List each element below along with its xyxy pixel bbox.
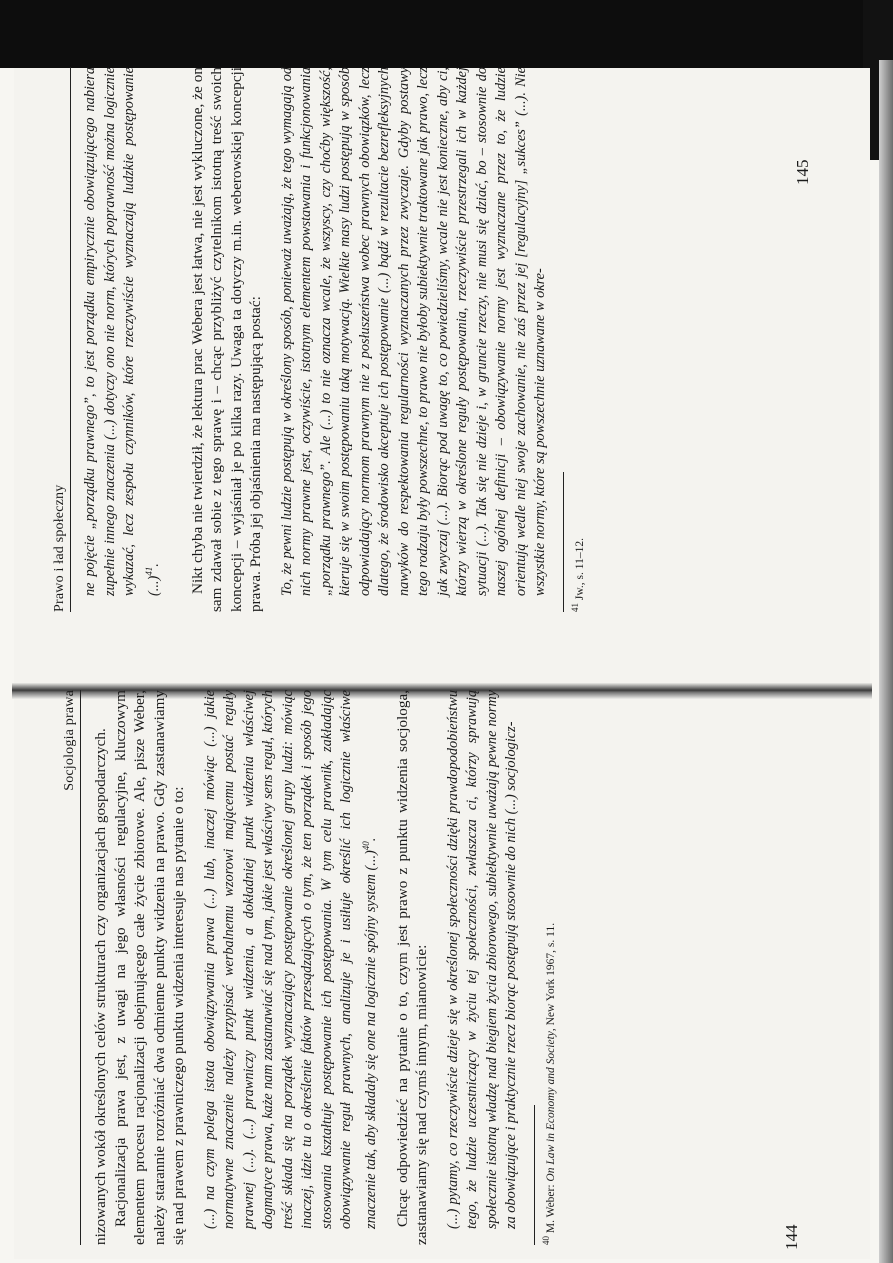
- running-head-145: [50, 67, 71, 612]
- block-quote-sociological: [444, 690, 522, 1245]
- paragraph-rationalization: Racjonalizacja prawa jest, z uwagi na jego własności regulacyjne, kluczowym elementem procesu racjonalizacji obejmującego całe życie zbiorowe. Ale, pisze Weber, należy starannie rozróżniać dwa odmienne punkty widzenia na prawo. Gdy zastanawiamy się nad prawem z prawniczego punktu widzenia interesuje nas pytanie o to:: [111, 690, 187, 1245]
- footnote-41-text: Jw., s. 11–12.: [573, 538, 586, 601]
- page-144-text: [60, 690, 800, 1245]
- footnote-40: [539, 690, 558, 1245]
- block-quote-legal-text: (...) na czym polega istota obowiązywania prawa (...) lub, inaczej mówiąc (...) jakie normatywne znaczenie należy przypisać werbalnemu wzorowi mającemu postać reguły prawnej (...). (...) prawniczy punkt widzenia, a dokładniej punkt widzenia właściwej dogmatyce prawa, każe nam zastanawiać się nad tym, jakie jest właściwy sens reguł, których treść składa się na porządek wyznaczający postępowanie określonej grupy ludzi: mówiąc inaczej, idzie tu o określenie faktów przesądzających o tym, że ten porządek i sposób jego stosowania kształtuje postępowanie ich postępowania. W tym celu prawnik, zakładając obowiązywanie reguł prawnych, analizuje je i usiłuje określić ich logicznie właściwe znaczenie tak, aby składały się one na logicznie spójny system (...): [201, 690, 379, 1229]
- quote-continuation-text: ne pojęcie „porządku prawnego”, to jest porządku empirycznie obowiązującego nabiera zupełnie innego znaczenia (...) dotyczy ono nie norm, których poprawność można logicznie wykazać, lecz zespołu czynników, które rzeczywiście wyznaczają ludzkie postępowanie (...): [82, 67, 162, 596]
- block-quote-sociological-text: (...) pytamy, co rzeczywiście dzieje się w określonej społeczności dzięki prawdopodobieństwu tego, że ludzie uczestniczący w życiu tej społeczności, zwłaszcza ci, którzy sprawują społecznie istotną władzę nad biegiem życia zbiorowego, subiektywnie uważają pewne normy za obowiązujące i praktycznie rzecz biorąc postępują stosownie do nich (...) socjologicz-: [444, 690, 520, 1229]
- footnote-41-mark: 41: [569, 603, 580, 612]
- running-head-144-text: Socjologia prawa: [62, 690, 77, 791]
- page-145-text: [50, 67, 810, 612]
- paragraph-sociologist-view: Chcąc odpowiedzieć na pytanie o to, czym jest prawo z punktu widzenia socjologa, zastanawiamy się nad czymś innym, mianowicie:: [393, 690, 431, 1245]
- page-number-144: 144: [782, 1224, 801, 1250]
- footnote-40-post: , New York 1967, s. 11.: [544, 922, 557, 1032]
- paragraph-weber-lecture: Nikt chyba nie twierdził, że lektura prac Webera jest łatwa, nie jest wykluczone, że on sam zdawał sobie z tego sprawę i – chcąc przybliżyć czytelnikom istotną treść swoich koncepcji – wyjaśniał je po kilka razy. Uwaga ta dotyczy m.in. weberowskiej koncepcji prawa. Próba jej objaśnienia ma następującą postać:: [188, 67, 265, 612]
- quote-continuation: ne pojęcie „porządku prawnego”, to jest porządku empirycznie obowiązującego nabiera zupełnie innego znaczenia (...) dotyczy ono nie norm, których poprawność można logicznie wykazać, lecz zespołu czynników, które rzeczywiście wyznaczają ludzkie postępowanie (...)$^{41}$.: [82, 67, 162, 596]
- running-head-144: [60, 690, 81, 1245]
- block-quote-145-text: To, że pewni ludzie postępują w określony sposób, ponieważ uważają, że tego wymagają od nich normy prawne jest, oczywiście, istotnym elementem powstawania i funkcjonowania „porządku prawnego”. Ale (...) to nie oznacza wcale, że wszyscy, czy choćby większość, kieruje się w swoim postępowaniu taką motywacją. Wielkie masy ludzi postępują w sposób odpowiadający normom prawnym nie z posłuszeństwa wobec prawnych obowiązków, lecz dlatego, że środowisko akceptuje ich postępowanie (...) bądź w rezultacie bezrefleksyjnych nawyków do respektowania regularności wyznaczanych przez zwyczaje. Gdyby postawy tego rodzaju były powszechne, to prawo nie byłoby subiektywnie traktowane jak prawo, lecz jak zwyczaj (...). Biorąc pod uwagę to, co powiedzieliśmy, wcale nie jest konieczne, aby ci, którzy wierzą w określone reguły postępowania, rzeczywiście przestrzegali ich w każdej sytuacji (...). Tak się nie dzieje i, w gruncie rzeczy, nie musi się dziać, bo – stosownie do naszej ogólnej definicji – obowiązywanie normy jest wyznaczane przez to, że ludzie orientują wedle niej swoje zachowanie, nie zaś przez jej [regulacyjny] „sukces” (...). Nie wszystkie normy, które są powszechnie uznawane w okre-: [278, 67, 549, 596]
- footnote-ref-40: 40: [360, 841, 371, 851]
- footnote-40-pre: M. Weber:: [544, 1181, 557, 1234]
- running-head-145-text: Prawo i ład społeczny: [52, 484, 67, 612]
- footnote-40-mark: 40: [540, 1236, 551, 1245]
- paragraph-continuation-144: nizowanych wokół określonych celów strukturach czy organizacjach gospodarczych.: [92, 728, 109, 1245]
- block-quote-145: [278, 67, 551, 612]
- scan-page-edge: [879, 60, 893, 1263]
- page-number-145: 145: [793, 159, 812, 185]
- footnote-40-title: On Law in Economy and Society: [544, 1031, 557, 1182]
- block-quote-legal: (...) na czym polega istota obowiązywania prawa (...) lub, inaczej mówiąc (...) jakie normatywne znaczenie należy przypisać werbalnemu wzorowi mającemu postać reguły prawnej (...). (...) prawniczy punkt widzenia, a dokładniej punkt widzenia właściwej dogmatyce prawa, każe nam zastanawiać się nad tym, jakie jest właściwy sens reguł, których treść składa się na porządek wyznaczający postępowanie określonej grupy ludzi: mówiąc inaczej, idzie tu o określenie faktów przesądzających o tym, że ten porządek i sposób jego stosowania kształtuje postępowanie ich postępowania. W tym celu prawnik, zakładając obowiązywanie reguł prawnych, analizuje je i usiłuje określić ich logicznie właściwe znaczenie tak, aby składały się one na logicznie spójny system (...)$^{40}$.: [201, 690, 379, 1229]
- footnote-rule-145: [563, 472, 564, 612]
- footnote-rule-144: [534, 1105, 535, 1245]
- scan-dark-border-top: [0, 0, 893, 68]
- footnote-41: [568, 67, 587, 612]
- footnote-ref-41: 41: [143, 566, 154, 576]
